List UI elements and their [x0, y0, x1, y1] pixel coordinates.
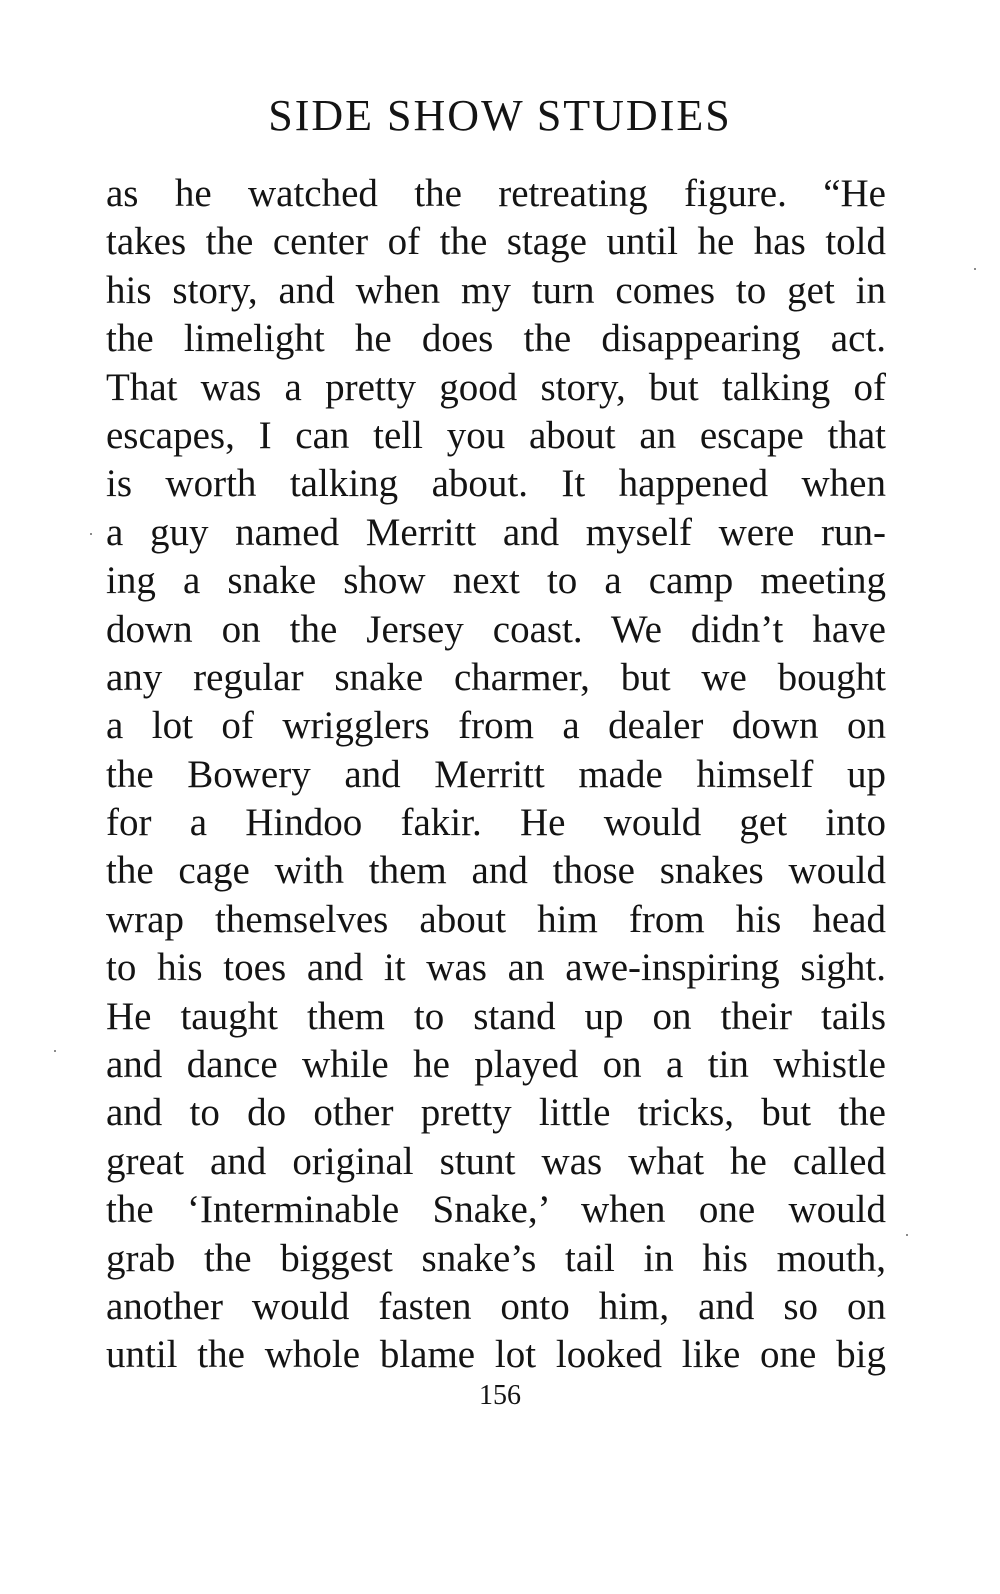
scan-speck: [90, 533, 92, 535]
scan-speck: [54, 1050, 56, 1052]
text-line: the limelight he does the disappearing act.: [106, 317, 886, 361]
text-line: as he watched the retreating figure. “He: [106, 172, 886, 215]
text-line: He taught them to stand up on their tails: [106, 994, 886, 1038]
text-line: and dance while he played on a tin whistle: [106, 1043, 886, 1087]
text-line: escapes, I can tell you about an escape that: [106, 413, 886, 457]
text-line: the ‘Interminable Snake,’ when one would: [106, 1188, 886, 1232]
text-line: and to do other pretty little tricks, but the: [106, 1091, 886, 1135]
page-number: 156: [479, 1380, 521, 1411]
text-line: for a Hindoo fakir. He would get into: [106, 801, 886, 845]
text-line: another would fasten onto him, and so on: [106, 1284, 886, 1328]
text-line: wrap themselves about him from his head: [106, 897, 886, 941]
text-line: is worth talking about. It happened when: [106, 462, 886, 506]
scan-speck: [906, 1234, 908, 1236]
text-line: to his toes and it was an awe-inspiring sight.: [106, 946, 886, 990]
text-line: until the whole blame lot looked like one big: [106, 1333, 886, 1377]
text-line: the cage with them and those snakes would: [106, 849, 886, 893]
text-line: a guy named Merritt and myself were run-: [106, 510, 886, 554]
text-line: his story, and when my turn comes to get in: [106, 268, 886, 312]
text-line: ing a snake show next to a camp meeting: [106, 559, 886, 603]
text-line: That was a pretty good story, but talking of: [106, 365, 886, 409]
text-line: the Bowery and Merritt made himself up: [106, 752, 886, 796]
text-line: grab the biggest snake’s tail in his mouth,: [106, 1236, 886, 1280]
running-head: SIDE SHOW STUDIES: [268, 91, 732, 140]
body-text: [106, 170, 886, 1380]
text-line: any regular snake charmer, but we bought: [106, 655, 886, 699]
text-line: a lot of wrigglers from a dealer down on: [106, 704, 886, 748]
text-line: down on the Jersey coast. We didn’t have: [106, 607, 886, 651]
text-line: great and original stunt was what he called: [106, 1139, 886, 1183]
scan-speck: [974, 268, 976, 270]
text-line: takes the center of the stage until he has told: [106, 220, 886, 264]
